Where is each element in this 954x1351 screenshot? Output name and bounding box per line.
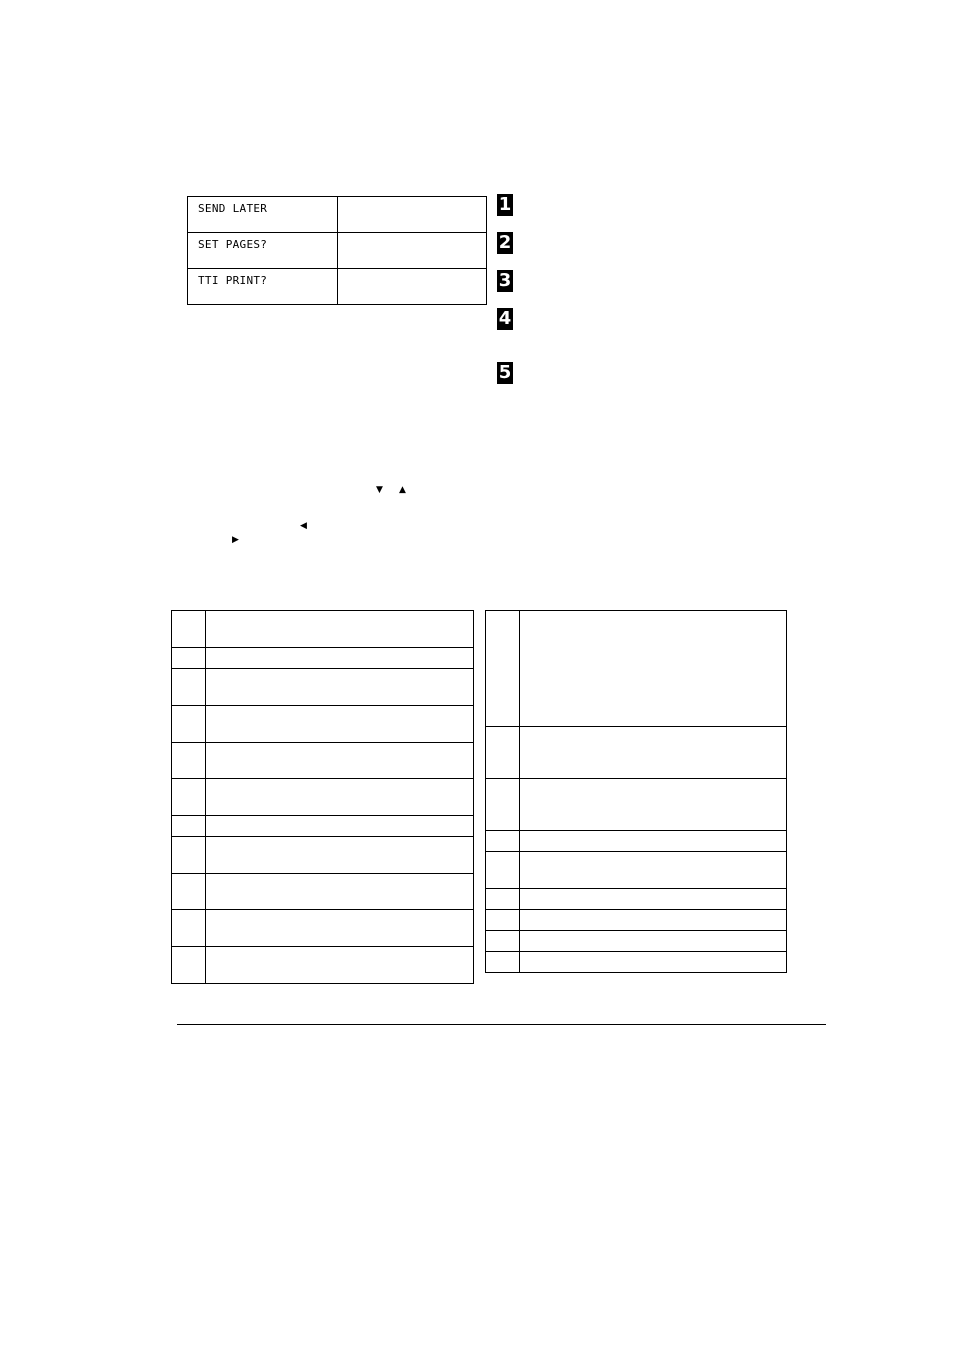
table-row xyxy=(486,831,787,852)
table-row xyxy=(486,952,787,973)
table-row xyxy=(172,669,474,706)
table-row xyxy=(172,611,474,648)
table-row xyxy=(486,889,787,910)
table-row xyxy=(172,947,474,984)
right-code-table xyxy=(485,610,787,973)
up-arrow-icon: ▲ xyxy=(399,485,406,495)
step-3-badge: 3 xyxy=(498,270,512,291)
table-row xyxy=(486,727,787,779)
blank-cell xyxy=(337,233,486,269)
table-row xyxy=(172,816,474,837)
table-row xyxy=(172,910,474,947)
table-row xyxy=(486,931,787,952)
table-row xyxy=(172,837,474,874)
display-message-table xyxy=(187,196,487,305)
blank-cell xyxy=(337,197,486,233)
step-1-badge: 1 xyxy=(498,194,512,215)
table-row xyxy=(172,779,474,816)
table-row xyxy=(486,852,787,889)
step-4-badge: 4 xyxy=(498,308,512,329)
display-message: SET PAGES? xyxy=(188,233,338,269)
right-arrow-icon: ▶ xyxy=(232,535,239,545)
left-code-table xyxy=(171,610,474,984)
table-row xyxy=(188,269,487,305)
table-row xyxy=(486,910,787,931)
display-message: SEND LATER xyxy=(188,197,338,233)
table-row xyxy=(172,874,474,910)
table-row xyxy=(172,648,474,669)
table-row xyxy=(188,197,487,233)
table-row xyxy=(486,779,787,831)
footer-divider xyxy=(177,1024,826,1025)
step-5-badge: 5 xyxy=(498,362,512,383)
step-2-badge: 2 xyxy=(498,232,512,253)
table-row xyxy=(188,233,487,269)
down-arrow-icon: ▼ xyxy=(376,485,383,495)
table-row xyxy=(172,743,474,779)
left-arrow-icon: ◀ xyxy=(300,521,307,531)
table-row xyxy=(172,706,474,743)
display-message: TTI PRINT? xyxy=(188,269,338,305)
blank-cell xyxy=(337,269,486,305)
table-row xyxy=(486,611,787,727)
